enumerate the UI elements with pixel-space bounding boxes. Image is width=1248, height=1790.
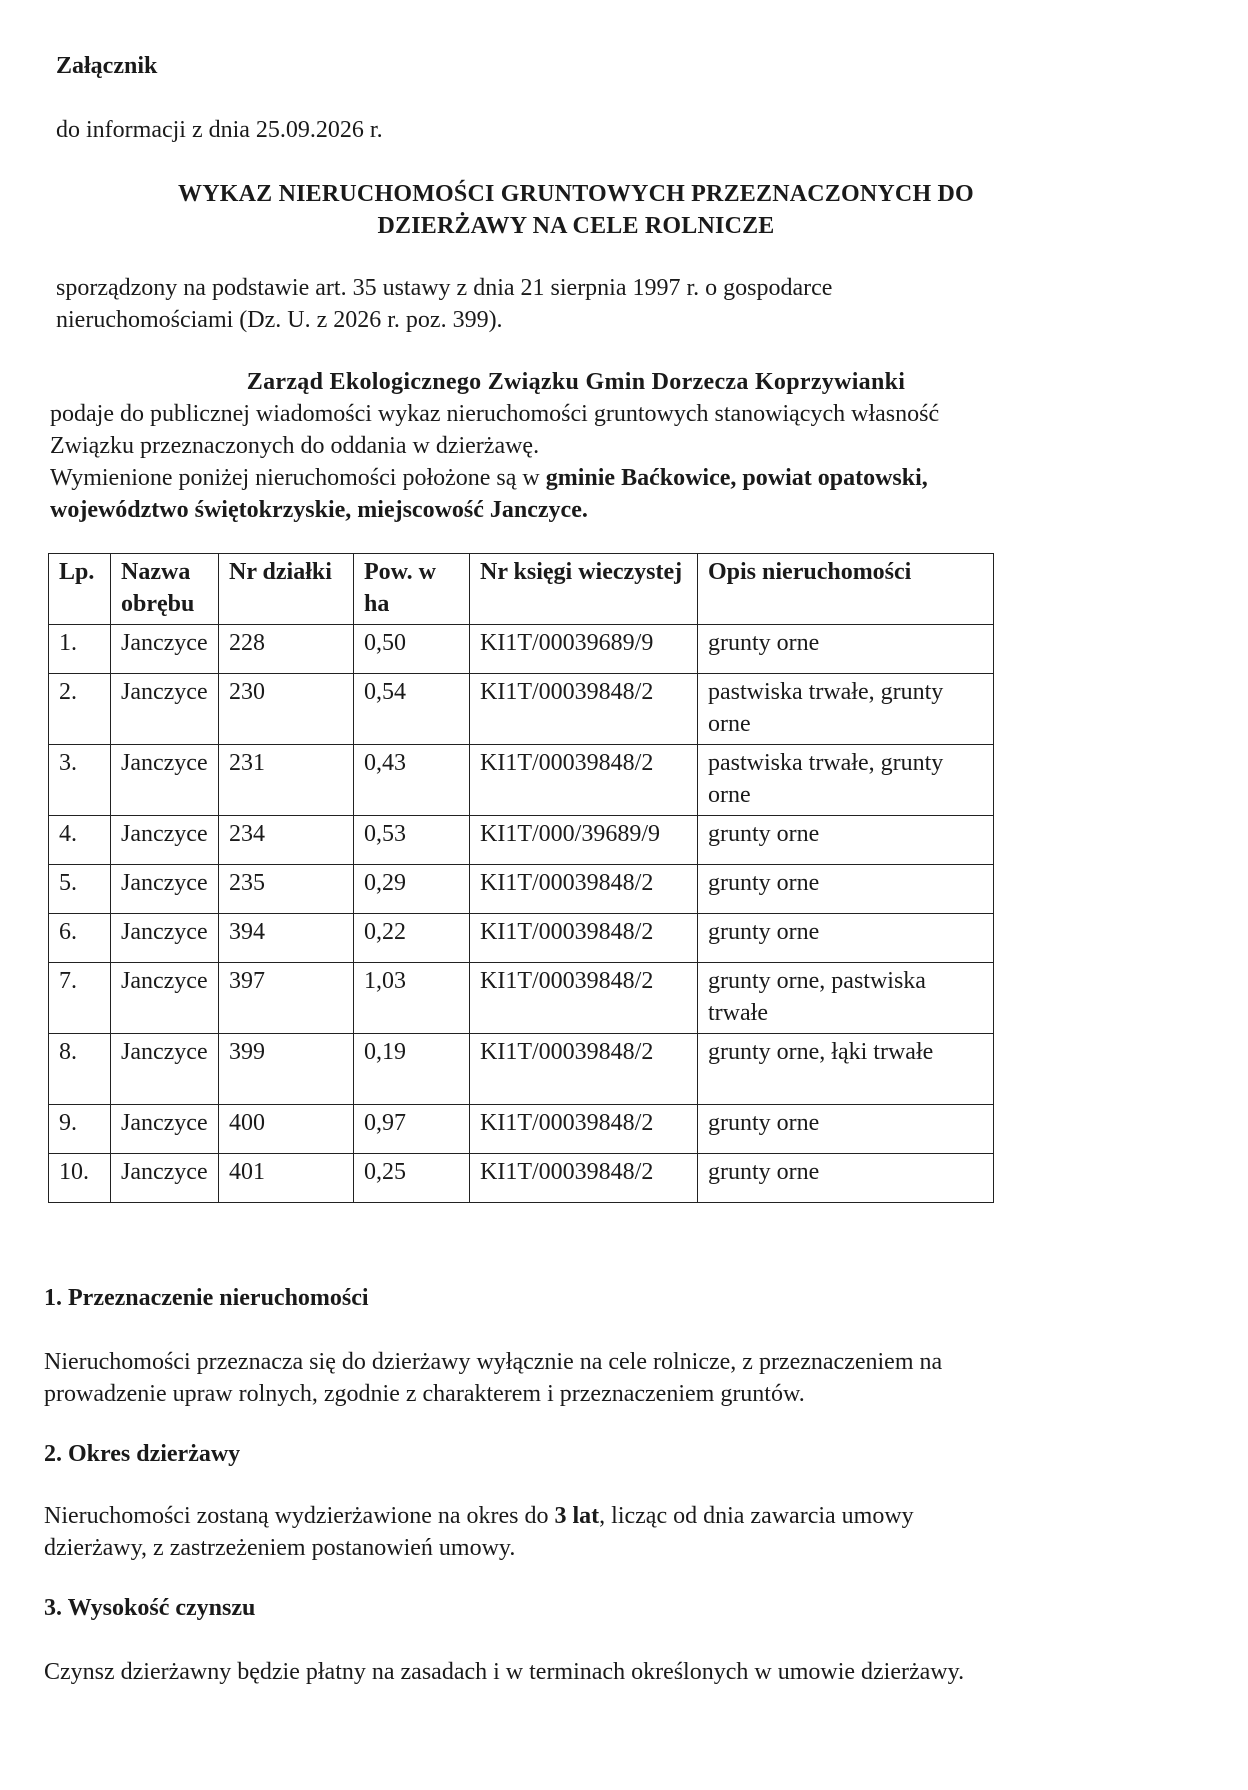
table-row [49,745,994,816]
location-prefix: Wymienione poniżej nieruchomości położone są w [50,465,546,491]
cell-kw: KI1T/00039848/2 [470,914,698,963]
location-line-1 [50,462,1110,494]
cell-lp: 5. [49,865,111,914]
cell-obreb: Janczyce [111,914,219,963]
section-2-paragraph [44,1500,1124,1564]
cell-opis: grunty orne [698,1105,994,1154]
cell-obreb: Janczyce [111,816,219,865]
cell-kw: KI1T/00039848/2 [470,745,698,816]
cell-opis: grunty orne, pastwiska trwałe [698,963,994,1034]
intro-line-2: Związku przeznaczonych do oddania w dzierżawę. [50,433,540,459]
cell-lp: 10. [49,1154,111,1203]
cell-dzialka: 397 [219,963,354,1034]
annex-label: Załącznik [56,53,158,79]
cell-dzialka: 234 [219,816,354,865]
section-2-suffix: , licząc od dnia zawarcia umowy [599,1503,914,1529]
legal-basis-line-1: sporządzony na podstawie art. 35 ustawy z dnia 21 sierpnia 1997 r. o gospodarce [56,275,833,301]
table-row [49,914,994,963]
cell-opis: grunty orne [698,914,994,963]
section-2-heading: 2. Okres dzierżawy [44,1441,241,1467]
location-paragraph [50,462,1110,526]
cell-obreb: Janczyce [111,963,219,1034]
cell-pow: 0,22 [354,914,470,963]
cell-kw: KI1T/00039848/2 [470,865,698,914]
info-date-line: do informacji z dnia 25.09.2026 r. [56,117,383,143]
cell-pow: 0,97 [354,1105,470,1154]
cell-obreb: Janczyce [111,1105,219,1154]
cell-dzialka: 228 [219,625,354,674]
cell-lp: 2. [49,674,111,745]
cell-dzialka: 399 [219,1034,354,1105]
table-row [49,963,994,1034]
cell-lp: 7. [49,963,111,1034]
cell-dzialka: 230 [219,674,354,745]
cell-opis: grunty orne [698,865,994,914]
cell-kw: KI1T/00039848/2 [470,963,698,1034]
title-line-1: WYKAZ NIERUCHOMOŚCI GRUNTOWYCH PRZEZNACZONYCH DO [178,181,974,207]
cell-opis: pastwiska trwałe, grunty orne [698,674,994,745]
cell-obreb: Janczyce [111,674,219,745]
table-header-row [49,554,994,625]
document-title [56,178,1096,242]
section-3-paragraph: Czynsz dzierżawny będzie płatny na zasadach i w terminach określonych w umowie dzierżawy. [44,1659,965,1685]
cell-pow: 0,19 [354,1034,470,1105]
board-name: Zarząd Ekologicznego Związku Gmin Dorzecza Koprzywianki [246,369,906,395]
cell-opis: grunty orne [698,625,994,674]
cell-lp: 4. [49,816,111,865]
cell-lp: 6. [49,914,111,963]
cell-pow: 0,50 [354,625,470,674]
cell-kw: KI1T/000/39689/9 [470,816,698,865]
cell-pow: 0,25 [354,1154,470,1203]
intro-line-1: podaje do publicznej wiadomości wykaz nieruchomości gruntowych stanowiących własność [50,401,940,427]
cell-pow: 0,53 [354,816,470,865]
cell-pow: 0,54 [354,674,470,745]
section-2-prefix: Nieruchomości zostaną wydzierżawione na okres do [44,1503,555,1529]
location-line-2: województwo świętokrzyskie, miejscowość Janczyce. [50,497,588,523]
header-dzialka: Nr działki [219,554,354,625]
table-row [49,1034,994,1105]
cell-opis: grunty orne [698,1154,994,1203]
cell-obreb: Janczyce [111,745,219,816]
legal-basis [56,272,1096,336]
cell-opis: grunty orne, łąki trwałe [698,1034,994,1105]
cell-lp: 3. [49,745,111,816]
cell-kw: KI1T/00039689/9 [470,625,698,674]
cell-lp: 8. [49,1034,111,1105]
header-kw: Nr księgi wieczystej [470,554,698,625]
cell-kw: KI1T/00039848/2 [470,1105,698,1154]
table-row [49,674,994,745]
cell-kw: KI1T/00039848/2 [470,674,698,745]
section-1-heading: 1. Przeznaczenie nieruchomości [44,1285,369,1311]
lease-period: 3 lat [554,1503,600,1529]
table-row [49,865,994,914]
cell-pow: 0,43 [354,745,470,816]
cell-opis: pastwiska trwałe, grunty orne [698,745,994,816]
cell-obreb: Janczyce [111,865,219,914]
cell-opis: grunty orne [698,816,994,865]
cell-obreb: Janczyce [111,1034,219,1105]
cell-dzialka: 235 [219,865,354,914]
header-lp: Lp. [49,554,111,625]
section-2-line-2: dzierżawy, z zastrzeżeniem postanowień umowy. [44,1535,516,1561]
section-2-line-1 [44,1500,1124,1532]
section-1-line-1: Nieruchomości przeznacza się do dzierżawy wyłącznie na cele rolnicze, z przeznaczeniem na [44,1349,943,1375]
cell-lp: 1. [49,625,111,674]
header-opis: Opis nieruchomości [698,554,994,625]
table-row [49,625,994,674]
cell-pow: 1,03 [354,963,470,1034]
header-pow: Pow. w ha [354,554,470,625]
table-row [49,1154,994,1203]
table-row [49,1105,994,1154]
section-1-line-2: prowadzenie upraw rolnych, zgodnie z charakterem i przeznaczeniem gruntów. [44,1381,805,1407]
cell-obreb: Janczyce [111,625,219,674]
section-1-paragraph [44,1346,1124,1410]
cell-dzialka: 401 [219,1154,354,1203]
cell-kw: KI1T/00039848/2 [470,1034,698,1105]
cell-dzialka: 231 [219,745,354,816]
cell-dzialka: 394 [219,914,354,963]
cell-kw: KI1T/00039848/2 [470,1154,698,1203]
table-row [49,816,994,865]
cell-obreb: Janczyce [111,1154,219,1203]
cell-dzialka: 400 [219,1105,354,1154]
cell-lp: 9. [49,1105,111,1154]
title-line-2: DZIERŻAWY NA CELE ROLNICZE [377,213,775,239]
intro-paragraph [50,398,1110,462]
section-3-heading: 3. Wysokość czynszu [44,1595,256,1621]
location-bold-1: gminie Baćkowice, powiat opatowski, [545,465,928,491]
plots-table [48,553,994,1203]
legal-basis-line-2: nieruchomościami (Dz. U. z 2026 r. poz. 399). [56,307,503,333]
header-obreb: Nazwa obrębu [111,554,219,625]
cell-pow: 0,29 [354,865,470,914]
